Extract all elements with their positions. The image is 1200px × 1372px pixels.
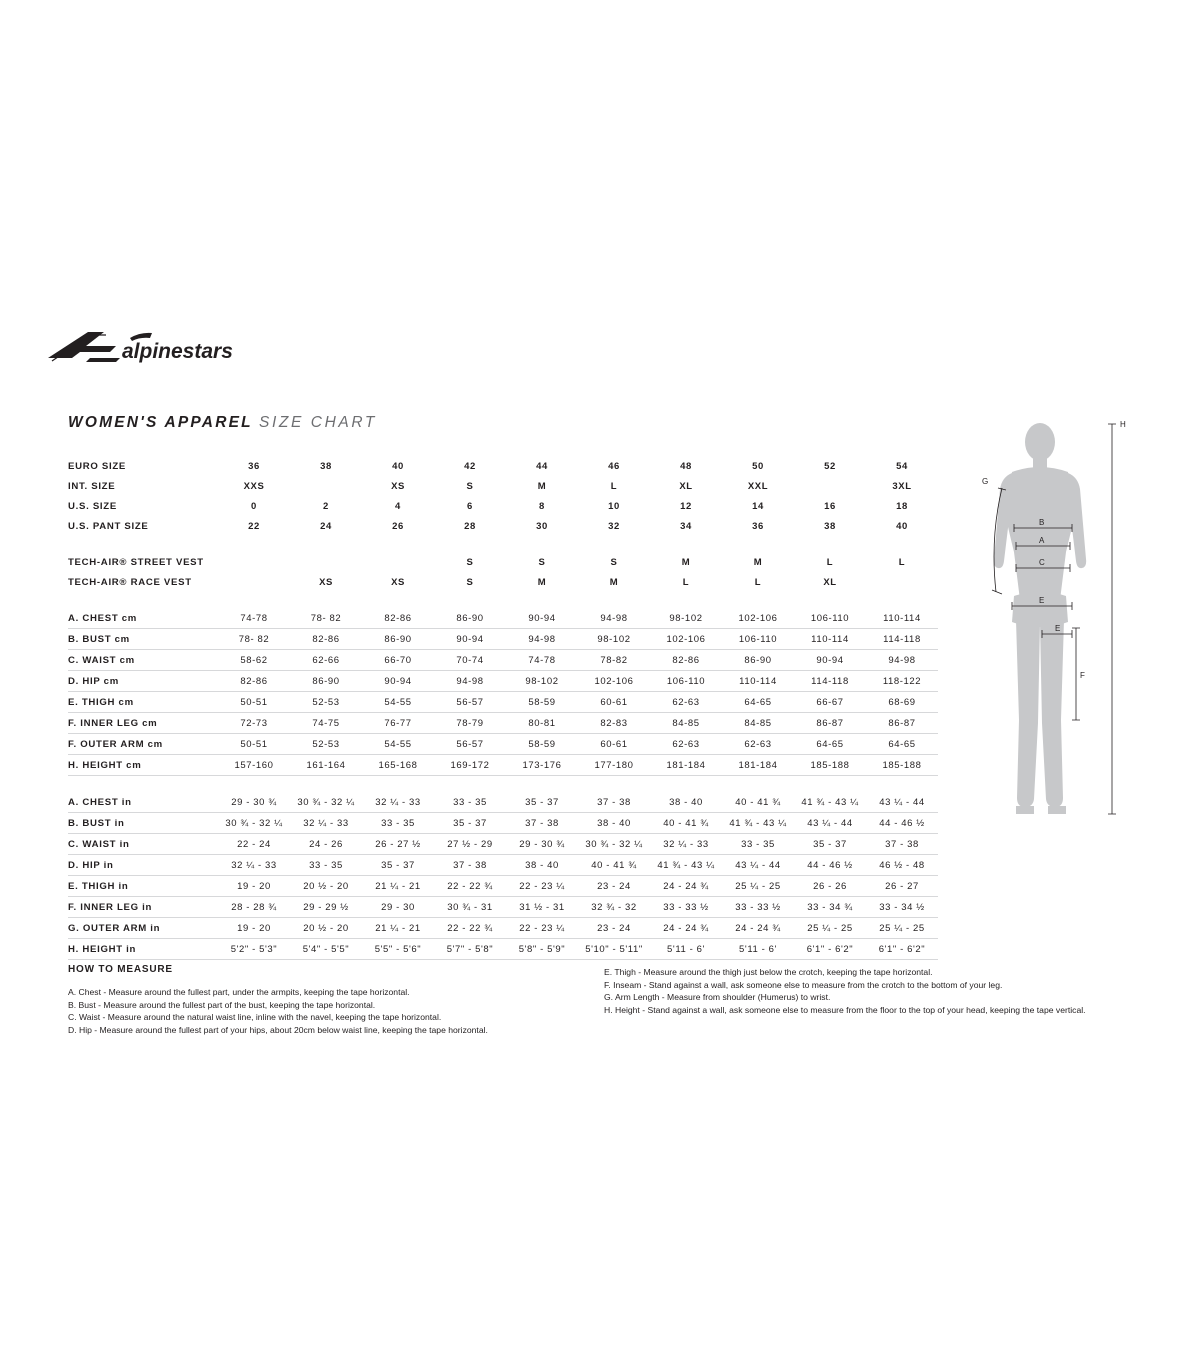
table-cell: XS	[391, 576, 405, 588]
marker-f: F	[1080, 671, 1085, 680]
table-cell: 30 ¾ - 32 ¼	[218, 813, 290, 834]
how-to-measure-left	[68, 986, 568, 1036]
table-cell: 82-86	[218, 671, 290, 692]
table-cell: XS	[391, 480, 405, 492]
table-cell: L	[682, 576, 690, 588]
table-cell: 86-87	[866, 713, 938, 734]
table-cell: 28 - 28 ¾	[218, 897, 290, 918]
marker-h-top: H	[1120, 420, 1126, 429]
table-cell: L	[826, 556, 834, 568]
logo-wordmark: alpinestars	[122, 340, 233, 363]
table-cell: 29 - 30 ¾	[218, 792, 290, 813]
row-label: E. THIGH in	[68, 876, 218, 897]
table-cell: 86-90	[290, 671, 362, 692]
row-label: INT. SIZE	[68, 480, 116, 492]
table-cell: 33 - 35	[362, 813, 434, 834]
table-cell: 40 - 41 ¾	[578, 855, 650, 876]
row-label: C. WAIST cm	[68, 650, 218, 671]
table-cell: 5'11 - 6'	[650, 939, 722, 960]
table-cell: 36	[248, 460, 260, 472]
table-cell: 118-122	[866, 671, 938, 692]
table-cell: 78- 82	[290, 608, 362, 629]
row-label: TECH-AIR® STREET VEST	[68, 556, 204, 568]
table-row	[68, 897, 938, 918]
size-table	[68, 456, 938, 960]
table-cell: 114-118	[794, 671, 866, 692]
table-cell: 6	[467, 500, 473, 512]
table-cell: 58-59	[506, 734, 578, 755]
table-cell: 22	[248, 520, 260, 532]
table-cell: 33 - 34 ½	[866, 897, 938, 918]
marker-a: A	[1039, 536, 1045, 545]
table-cell: 44 - 46 ½	[866, 813, 938, 834]
marker-c: C	[1039, 558, 1045, 567]
table-cell: 24	[320, 520, 332, 532]
table-cell: 86-87	[794, 713, 866, 734]
table-cell: 102-106	[578, 671, 650, 692]
table-cell: 74-75	[290, 713, 362, 734]
table-cell: 8	[539, 500, 545, 512]
table-cell	[362, 552, 434, 572]
measure-instruction: F. Inseam - Stand against a wall, ask someone else to measure from the crotch to the bottom of your leg.	[604, 979, 1003, 990]
table-cell: XXS	[243, 480, 265, 492]
table-cell: 5'8" - 5'9"	[506, 939, 578, 960]
table-cell: 52-53	[290, 734, 362, 755]
table-cell: 50-51	[218, 734, 290, 755]
table-cell: 110-114	[722, 671, 794, 692]
table-cell: 24 - 24 ¾	[722, 918, 794, 939]
table-cell: 6'1" - 6'2"	[794, 939, 866, 960]
table-row	[68, 713, 938, 734]
table-cell: 84-85	[722, 713, 794, 734]
table-cell: 52-53	[290, 692, 362, 713]
table-cell: 72-73	[218, 713, 290, 734]
table-cell: 54-55	[362, 734, 434, 755]
table-cell: 68-69	[866, 692, 938, 713]
table-cell: 50	[752, 460, 764, 472]
table-cell: 35 - 37	[362, 855, 434, 876]
table-cell: 28	[464, 520, 476, 532]
table-row	[68, 792, 938, 813]
table-cell: 33 - 35	[722, 834, 794, 855]
table-cell: 98-102	[650, 608, 722, 629]
table-cell: 94-98	[506, 629, 578, 650]
table-cell: 185-188	[794, 755, 866, 776]
table-cell: 42	[464, 460, 476, 472]
table-cell: 66-67	[794, 692, 866, 713]
table-cell: 32	[608, 520, 620, 532]
measure-instruction: E. Thigh - Measure around the thigh just below the crotch, keeping the tape horizontal.	[604, 967, 933, 977]
how-to-measure-title: HOW TO MEASURE	[68, 964, 173, 975]
table-cell: 82-86	[650, 650, 722, 671]
table-cell: 157-160	[218, 755, 290, 776]
how-to-measure-right	[604, 966, 1124, 1016]
table-cell: 94-98	[578, 608, 650, 629]
table-cell: 38 - 40	[578, 813, 650, 834]
table-cell: M	[753, 556, 763, 568]
table-cell: 106-110	[794, 608, 866, 629]
table-cell: 23 - 24	[578, 876, 650, 897]
table-cell: 78-79	[434, 713, 506, 734]
table-cell: 33 - 33 ½	[650, 897, 722, 918]
table-cell: 78- 82	[218, 629, 290, 650]
table-cell: XS	[319, 576, 333, 588]
table-cell: 90-94	[362, 671, 434, 692]
alpinestars-logo	[46, 328, 266, 370]
marker-b: B	[1039, 518, 1045, 527]
row-label: F. INNER LEG in	[68, 897, 218, 918]
table-cell: 38 - 40	[506, 855, 578, 876]
table-cell: 90-94	[794, 650, 866, 671]
table-cell: 43 ¼ - 44	[722, 855, 794, 876]
table-cell: 161-164	[290, 755, 362, 776]
table-cell: 35 - 37	[794, 834, 866, 855]
table-cell: 23 - 24	[578, 918, 650, 939]
table-cell: 173-176	[506, 755, 578, 776]
table-cell: 52	[824, 460, 836, 472]
table-cell: 22 - 22 ¾	[434, 876, 506, 897]
table-cell: 0	[251, 500, 257, 512]
table-cell: 41 ¾ - 43 ¼	[650, 855, 722, 876]
table-cell: 18	[896, 500, 908, 512]
row-label: B. BUST in	[68, 813, 218, 834]
table-cell: 24 - 24 ¾	[650, 918, 722, 939]
row-label: F. OUTER ARM cm	[68, 734, 218, 755]
table-cell: 5'11 - 6'	[722, 939, 794, 960]
table-cell: S	[466, 556, 474, 568]
table-cell: M	[537, 480, 547, 492]
table-cell: 5'7" - 5'8"	[434, 939, 506, 960]
table-cell: 64-65	[794, 734, 866, 755]
table-cell: 2	[323, 500, 329, 512]
table-cell: 62-63	[722, 734, 794, 755]
table-cell: 27 ½ - 29	[434, 834, 506, 855]
table-cell: 5'4" - 5'5"	[290, 939, 362, 960]
table-cell: 38	[320, 460, 332, 472]
table-cell: 94-98	[434, 671, 506, 692]
table-cell: 22 - 22 ¾	[434, 918, 506, 939]
table-spacer	[68, 776, 938, 793]
table-cell: 46 ½ - 48	[866, 855, 938, 876]
table-cell: 185-188	[866, 755, 938, 776]
table-cell: 33 - 33 ½	[722, 897, 794, 918]
table-cell: 169-172	[434, 755, 506, 776]
table-row	[68, 572, 938, 592]
table-cell: 90-94	[506, 608, 578, 629]
table-cell: 33 - 35	[290, 855, 362, 876]
table-cell: 30 ¾ - 31	[434, 897, 506, 918]
table-cell: 22 - 23 ¼	[506, 876, 578, 897]
table-cell: 38	[824, 520, 836, 532]
table-cell: 54-55	[362, 692, 434, 713]
table-cell: 32 ¼ - 33	[362, 792, 434, 813]
table-cell: 19 - 20	[218, 918, 290, 939]
table-cell: M	[537, 576, 547, 588]
table-cell: 181-184	[650, 755, 722, 776]
table-cell: 38 - 40	[650, 792, 722, 813]
table-cell: 25 ¼ - 25	[866, 918, 938, 939]
table-cell: 25 ¼ - 25	[722, 876, 794, 897]
table-cell: XL	[823, 576, 837, 588]
measure-instruction: D. Hip - Measure around the fullest part of your hips, about 20cm below waist line, keeping the tape horizontal.	[68, 1024, 488, 1035]
table-row	[68, 876, 938, 897]
table-cell: 102-106	[650, 629, 722, 650]
table-cell: 33 - 34 ¾	[794, 897, 866, 918]
table-row	[68, 918, 938, 939]
table-cell: L	[898, 556, 906, 568]
table-cell: 64-65	[866, 734, 938, 755]
table-cell: 20 ½ - 20	[290, 918, 362, 939]
row-label: H. HEIGHT in	[68, 939, 218, 960]
table-cell	[866, 572, 938, 592]
table-cell: 26 - 27	[866, 876, 938, 897]
measure-instruction: G. Arm Length - Measure from shoulder (Humerus) to wrist.	[604, 992, 831, 1003]
table-row	[68, 476, 938, 496]
table-cell	[218, 552, 290, 572]
row-label: A. CHEST in	[68, 792, 218, 813]
table-cell: 30 ¾ - 32 ¼	[578, 834, 650, 855]
table-cell: 34	[680, 520, 692, 532]
table-cell: 29 - 30	[362, 897, 434, 918]
row-label: C. WAIST in	[68, 834, 218, 855]
table-cell: 37 - 38	[506, 813, 578, 834]
table-cell: 48	[680, 460, 692, 472]
row-label: D. HIP in	[68, 855, 218, 876]
table-cell: 58-62	[218, 650, 290, 671]
table-cell: 62-63	[650, 734, 722, 755]
table-row	[68, 755, 938, 776]
table-cell: S	[610, 556, 618, 568]
table-row	[68, 552, 938, 572]
table-cell: 106-110	[722, 629, 794, 650]
table-row	[68, 456, 938, 476]
table-cell: 76-77	[362, 713, 434, 734]
table-cell: 40	[896, 520, 908, 532]
page-title-light: SIZE CHART	[259, 414, 377, 431]
table-cell: 43 ¼ - 44	[866, 792, 938, 813]
table-cell: 29 - 30 ¾	[506, 834, 578, 855]
table-cell: 44	[536, 460, 548, 472]
table-cell: 102-106	[722, 608, 794, 629]
table-cell: 86-90	[362, 629, 434, 650]
row-label: F. INNER LEG cm	[68, 713, 218, 734]
table-cell: 40 - 41 ¾	[722, 792, 794, 813]
table-cell: 40 - 41 ¾	[650, 813, 722, 834]
table-cell: 21 ¼ - 21	[362, 918, 434, 939]
table-cell: 64-65	[722, 692, 794, 713]
row-label: E. THIGH cm	[68, 692, 218, 713]
table-cell: 32 ¼ - 33	[290, 813, 362, 834]
table-cell: 5'2" - 5'3"	[218, 939, 290, 960]
table-cell: S	[538, 556, 546, 568]
table-row	[68, 813, 938, 834]
table-cell: 14	[752, 500, 764, 512]
table-row	[68, 608, 938, 629]
table-row	[68, 834, 938, 855]
table-cell: 3XL	[892, 480, 912, 492]
table-cell: 5'5" - 5'6"	[362, 939, 434, 960]
table-row	[68, 650, 938, 671]
table-row	[68, 496, 938, 516]
table-cell: 78-82	[578, 650, 650, 671]
table-cell: XL	[679, 480, 693, 492]
table-cell: 19 - 20	[218, 876, 290, 897]
page-title	[68, 414, 377, 432]
table-cell: 98-102	[506, 671, 578, 692]
table-cell: 22 - 24	[218, 834, 290, 855]
table-cell: 110-114	[866, 608, 938, 629]
marker-g: G	[982, 477, 989, 486]
table-cell: 60-61	[578, 692, 650, 713]
table-cell: 82-83	[578, 713, 650, 734]
table-cell: 35 - 37	[506, 792, 578, 813]
table-cell	[218, 572, 290, 592]
table-cell: S	[466, 480, 474, 492]
table-cell: 33 - 35	[434, 792, 506, 813]
table-cell: 56-57	[434, 734, 506, 755]
measure-instruction: C. Waist - Measure around the natural waist line, inline with the navel, keeping the tape horizontal.	[68, 1012, 442, 1023]
table-row	[68, 516, 938, 536]
table-cell: 12	[680, 500, 692, 512]
table-cell: 74-78	[506, 650, 578, 671]
marker-d: E	[1039, 596, 1045, 605]
table-cell: 86-90	[434, 608, 506, 629]
table-row	[68, 671, 938, 692]
table-cell: 60-61	[578, 734, 650, 755]
table-cell: 44 - 46 ½	[794, 855, 866, 876]
table-cell: 66-70	[362, 650, 434, 671]
measure-instruction: H. Height - Stand against a wall, ask someone else to measure from the floor to the top of your head, keeping the tape vertical.	[604, 1004, 1086, 1015]
row-label: H. HEIGHT cm	[68, 755, 218, 776]
table-cell: L	[754, 576, 762, 588]
table-cell: 46	[608, 460, 620, 472]
table-cell	[290, 476, 362, 496]
table-cell: 62-63	[650, 692, 722, 713]
table-cell: 32 ¼ - 33	[650, 834, 722, 855]
table-row	[68, 629, 938, 650]
table-cell: 31 ½ - 31	[506, 897, 578, 918]
table-cell: 106-110	[650, 671, 722, 692]
table-cell: 70-74	[434, 650, 506, 671]
table-cell: 6'1" - 6'2"	[866, 939, 938, 960]
table-cell: 5'10" - 5'11"	[578, 939, 650, 960]
row-label: U.S. PANT SIZE	[68, 520, 149, 532]
table-row	[68, 692, 938, 713]
table-cell: 26	[392, 520, 404, 532]
table-cell: S	[466, 576, 474, 588]
table-cell: 74-78	[218, 608, 290, 629]
table-cell: 62-66	[290, 650, 362, 671]
table-cell: 26 - 26	[794, 876, 866, 897]
row-label: B. BUST cm	[68, 629, 218, 650]
table-cell: 10	[608, 500, 620, 512]
table-cell: 82-86	[290, 629, 362, 650]
marker-e: E	[1055, 624, 1061, 633]
measure-instruction: B. Bust - Measure around the fullest part of the bust, keeping the tape horizontal.	[68, 999, 376, 1010]
table-cell: 37 - 38	[434, 855, 506, 876]
table-cell: 25 ¼ - 25	[794, 918, 866, 939]
row-label: G. OUTER ARM in	[68, 918, 218, 939]
table-cell: 36	[752, 520, 764, 532]
row-label: A. CHEST cm	[68, 608, 218, 629]
table-cell: 58-59	[506, 692, 578, 713]
table-cell: 177-180	[578, 755, 650, 776]
table-cell: XXL	[747, 480, 769, 492]
table-cell: 22 - 23 ¼	[506, 918, 578, 939]
table-cell: 30 ¾ - 32 ¼	[290, 792, 362, 813]
table-cell	[794, 476, 866, 496]
table-cell: 94-98	[866, 650, 938, 671]
table-cell: 114-118	[866, 629, 938, 650]
size-table-wrapper	[68, 456, 938, 960]
table-cell: 43 ¼ - 44	[794, 813, 866, 834]
row-label: D. HIP cm	[68, 671, 218, 692]
table-cell: 82-86	[362, 608, 434, 629]
table-cell: 4	[395, 500, 401, 512]
table-cell: 41 ¾ - 43 ¼	[794, 792, 866, 813]
table-row	[68, 939, 938, 960]
table-spacer	[68, 592, 938, 608]
table-cell: 37 - 38	[578, 792, 650, 813]
table-cell: 21 ¼ - 21	[362, 876, 434, 897]
table-cell: 41 ¾ - 43 ¼	[722, 813, 794, 834]
table-cell: 165-168	[362, 755, 434, 776]
table-cell: M	[681, 556, 691, 568]
table-cell: 181-184	[722, 755, 794, 776]
row-label: U.S. SIZE	[68, 500, 117, 512]
table-cell: 20 ½ - 20	[290, 876, 362, 897]
table-cell: 110-114	[794, 629, 866, 650]
table-cell: 56-57	[434, 692, 506, 713]
table-cell	[290, 552, 362, 572]
table-cell: 98-102	[578, 629, 650, 650]
table-cell: M	[609, 576, 619, 588]
table-cell: L	[610, 480, 618, 492]
table-cell: 26 - 27 ½	[362, 834, 434, 855]
row-label: TECH-AIR® RACE VEST	[68, 576, 192, 588]
table-cell: 37 - 38	[866, 834, 938, 855]
table-cell: 32 ¼ - 33	[218, 855, 290, 876]
measure-instruction: A. Chest - Measure around the fullest part, under the armpits, keeping the tape horizontal.	[68, 987, 410, 997]
table-cell: 40	[392, 460, 404, 472]
table-cell: 24 - 24 ¾	[650, 876, 722, 897]
table-spacer	[68, 536, 938, 552]
table-row	[68, 855, 938, 876]
table-cell: 16	[824, 500, 836, 512]
table-cell: 29 - 29 ½	[290, 897, 362, 918]
table-cell: 32 ¾ - 32	[578, 897, 650, 918]
table-cell: 86-90	[722, 650, 794, 671]
body-diagram	[960, 420, 1160, 850]
table-cell: 80-81	[506, 713, 578, 734]
table-row	[68, 734, 938, 755]
table-cell: 84-85	[650, 713, 722, 734]
row-label: EURO SIZE	[68, 460, 127, 472]
page-title-strong: WOMEN'S APPAREL	[68, 414, 253, 431]
table-cell: 54	[896, 460, 908, 472]
table-cell: 35 - 37	[434, 813, 506, 834]
table-cell: 90-94	[434, 629, 506, 650]
table-cell: 30	[536, 520, 548, 532]
table-cell: 24 - 26	[290, 834, 362, 855]
table-cell: 50-51	[218, 692, 290, 713]
